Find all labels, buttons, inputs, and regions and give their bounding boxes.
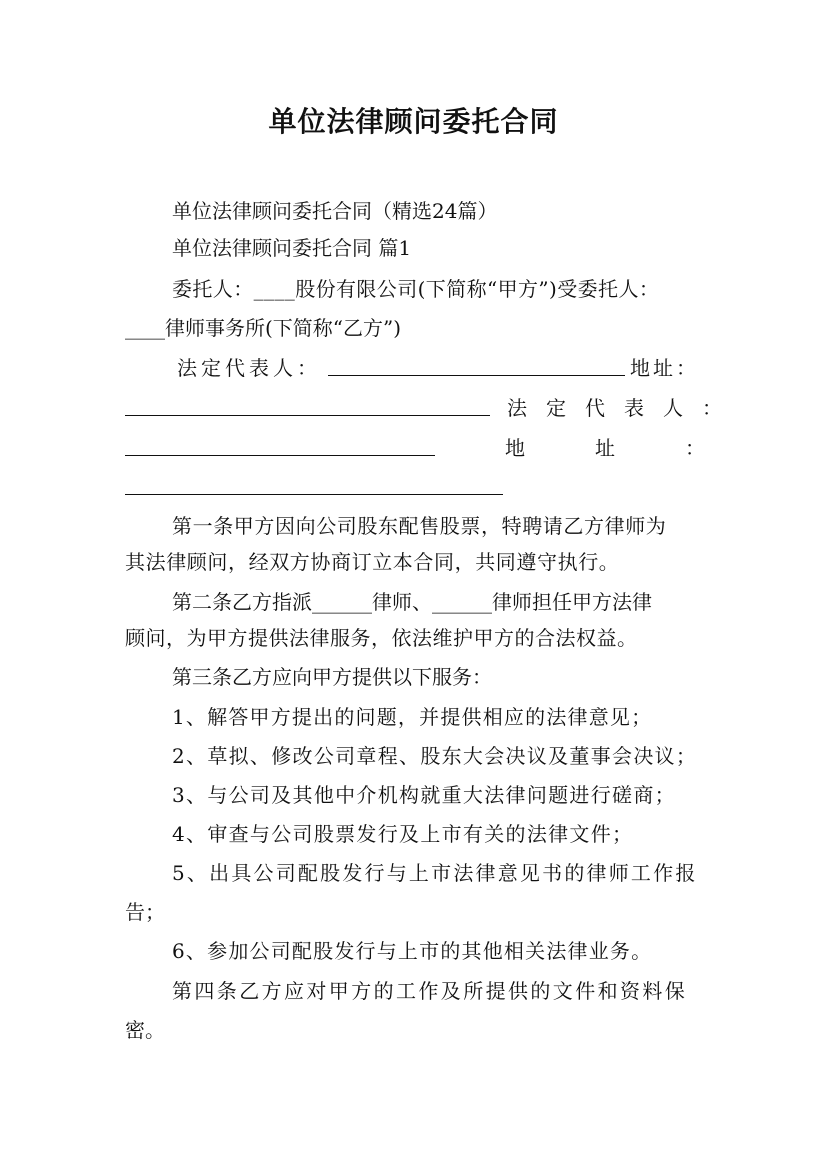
addr-blank-1 — [125, 393, 490, 416]
service-item-1: 1、解答甲方提出的问题，并提供相应的法律意见； — [172, 705, 653, 729]
article-2-line-1: 第二条乙方指派______律师、______律师担任甲方法律 — [172, 590, 652, 614]
article-3: 第三条乙方应向甲方提供以下服务： — [172, 665, 492, 689]
addr-blank-2 — [125, 472, 503, 495]
service-item-5-line-1: 5、出具公司配股发行与上市法律意见书的律师工作报 — [172, 861, 698, 885]
addr-label-2: 地址： — [505, 436, 775, 460]
article-4-line-2: 密。 — [125, 1018, 165, 1042]
article-4-line-1: 第四条乙方应对甲方的工作及所提供的文件和资料保 — [172, 979, 688, 1003]
addr-label-1: 地址： — [630, 356, 699, 380]
document-title: 单位法律顾问委托合同 — [268, 105, 559, 138]
parties-line-2: ____律师事务所(下简称“乙方”) — [125, 316, 402, 340]
service-item-6: 6、参加公司配股发行与上市的其他相关法律业务。 — [172, 939, 653, 963]
subtitle-chapter: 单位法律顾问委托合同 篇1 — [172, 236, 412, 260]
rep-label-2: 法定代表人： — [507, 396, 741, 420]
article-2-line-2: 顾问，为甲方提供法律服务，依法维护甲方的合法权益。 — [125, 626, 638, 650]
service-item-4: 4、审查与公司股票发行及上市有关的法律文件； — [172, 822, 634, 846]
article-1-line-1: 第一条甲方因向公司股东配售股票，特聘请乙方律师为 — [172, 514, 667, 538]
rep-blank-2 — [125, 433, 435, 456]
article-1-line-2: 其法律顾问，经双方协商订立本合同，共同遵守执行。 — [125, 550, 620, 574]
parties-line-1: 委托人：____股份有限公司(下简称“甲方”)受委托人： — [172, 277, 660, 301]
service-item-2: 2、草拟、修改公司章程、股东大会决议及董事会决议； — [172, 744, 698, 768]
rep-label-1: 法定代表人： — [177, 356, 321, 380]
service-item-3: 3、与公司及其他中介机构就重大法律问题进行磋商； — [172, 783, 676, 807]
service-item-5-line-2: 告； — [125, 900, 165, 924]
rep-blank-1 — [328, 353, 625, 376]
subtitle-collection: 单位法律顾问委托合同（精选24篇） — [172, 199, 498, 223]
